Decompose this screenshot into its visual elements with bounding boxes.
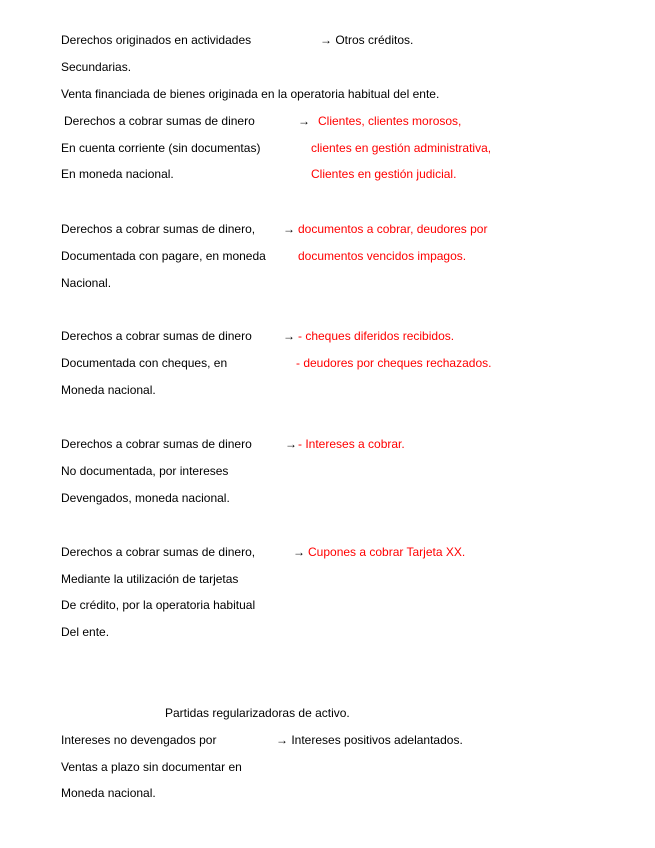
block-1-left-line-3: Venta financiada de bienes originada en la operatoria habitual del ente. [61,87,440,101]
block-5-left-line-1: Derechos a cobrar sumas de dinero [61,437,252,451]
section-left-line-1: Intereses no devengados por [61,733,217,747]
block-4-left-line-2: Documentada con cheques, en [61,356,228,370]
block-3-right-line-2: documentos vencidos impagos. [298,249,467,263]
block-4-left-line-1: Derechos a cobrar sumas de dinero [61,329,252,343]
block-1-left-line-2: Secundarias. [61,60,132,74]
block-3-left-line-3: Nacional. [61,276,112,290]
block-5-left-line-2: No documentada, por intereses [61,464,229,478]
block-4-left-line-3: Moneda nacional. [61,383,156,397]
block-6-right-line-1: Cupones a cobrar Tarjeta XX. [308,545,466,559]
block-3-arrow: → [283,222,295,236]
section-left-line-2: Ventas a plazo sin documentar en [61,760,242,774]
block-5-arrow: → [285,437,297,451]
block-2-left-line-2: En cuenta corriente (sin documentas) [61,141,261,155]
block-2-right-line-1: Clientes, clientes morosos, [318,114,462,128]
block-1-right-line-1: → Otros créditos. [320,33,414,47]
block-2-arrow: → [298,114,310,128]
block-3-left-line-2: Documentada con pagare, en moneda [61,249,266,263]
section-left-line-3: Moneda nacional. [61,786,156,800]
block-4-arrow: → [283,329,295,343]
section-right-line-1: → Intereses positivos adelantados. [276,733,463,747]
section-title: Partidas regularizadoras de activo. [165,706,350,720]
block-5-right-line-1: - Intereses a cobrar. [298,437,405,451]
block-2-right-line-2: clientes en gestión administrativa, [311,141,492,155]
block-2-right-line-3: Clientes en gestión judicial. [311,167,457,181]
block-6-left-line-4: Del ente. [61,625,110,639]
block-1-left-line-1: Derechos originados en actividades [61,33,252,47]
block-6-left-line-2: Mediante la utilización de tarjetas [61,572,239,586]
block-6-arrow: → [293,545,305,559]
block-4-right-line-2: - deudores por cheques rechazados. [296,356,492,370]
block-2-left-line-1: Derechos a cobrar sumas de dinero [64,114,255,128]
block-4-right-line-1: - cheques diferidos recibidos. [298,329,455,343]
block-5-left-line-3: Devengados, moneda nacional. [61,491,230,505]
block-6-left-line-3: De crédito, por la operatoria habitual [61,598,256,612]
block-2-left-line-3: En moneda nacional. [61,167,174,181]
block-3-right-line-1: documentos a cobrar, deudores por [298,222,488,236]
block-6-left-line-1: Derechos a cobrar sumas de dinero, [61,545,256,559]
block-3-left-line-1: Derechos a cobrar sumas de dinero, [61,222,256,236]
